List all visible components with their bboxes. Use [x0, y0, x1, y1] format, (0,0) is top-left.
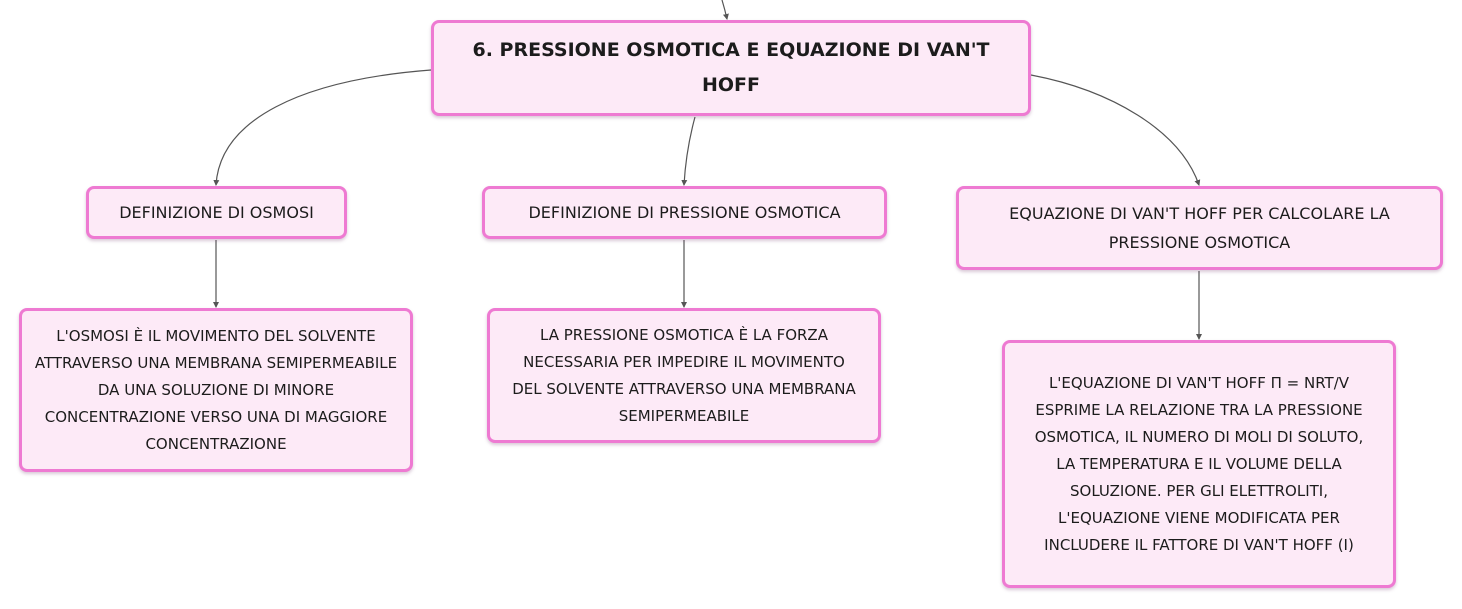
detail-osmosi-text: L'OSMOSI È IL MOVIMENTO DEL SOLVENTE ATTRAVERSO UNA MEMBRANA SEMIPERMEABILE DA UNA SOLUZIONE DI MINORE CONCENTRAZIONE VERSO UNA DI MAGGIORE CONCENTRAZIONE: [34, 326, 398, 453]
topic-definizione-osmosi-label: DEFINIZIONE DI OSMOSI: [119, 203, 314, 222]
root-topic[interactable]: [431, 20, 1031, 116]
detail-osmosi[interactable]: [19, 308, 413, 472]
connector-root-to-osmosi: [216, 70, 431, 185]
connector-root-to-pressione: [684, 117, 695, 185]
detail-equazione-vant-hoff[interactable]: [1002, 340, 1396, 588]
detail-pressione-osmotica[interactable]: [487, 308, 881, 443]
detail-pressione-osmotica-text: LA PRESSIONE OSMOTICA È LA FORZA NECESSARIA PER IMPEDIRE IL MOVIMENTO DEL SOLVENTE ATTRAVERSO UNA MEMBRANA SEMIPERMEABILE: [512, 325, 856, 425]
incoming-connector: [722, 0, 727, 19]
topic-definizione-pressione-osmotica[interactable]: [482, 186, 887, 239]
detail-equazione-vant-hoff-text: L'EQUAZIONE DI VAN'T HOFF Π = NRT/V ESPRIME LA RELAZIONE TRA LA PRESSIONE OSMOTICA, IL NUMERO DI MOLI DI SOLUTO, LA TEMPERATURA E IL VOLUME DELLA SOLUZIONE. PER GLI ELETTROLITI, L'EQUAZIONE VIENE MODIFICATA PER INCLUDERE IL FATTORE DI VAN'T HOFF (I): [1034, 373, 1364, 554]
topic-equazione-vant-hoff[interactable]: [956, 186, 1443, 270]
topic-equazione-vant-hoff-label: EQUAZIONE DI VAN'T HOFF PER CALCOLARE LA PRESSIONE OSMOTICA: [1009, 204, 1390, 252]
root-topic-label: 6. PRESSIONE OSMOTICA E EQUAZIONE DI VAN'T HOFF: [472, 39, 990, 96]
topic-definizione-pressione-osmotica-label: DEFINIZIONE DI PRESSIONE OSMOTICA: [528, 203, 841, 222]
connector-root-to-equazione: [1031, 75, 1199, 185]
topic-definizione-osmosi[interactable]: [86, 186, 347, 239]
